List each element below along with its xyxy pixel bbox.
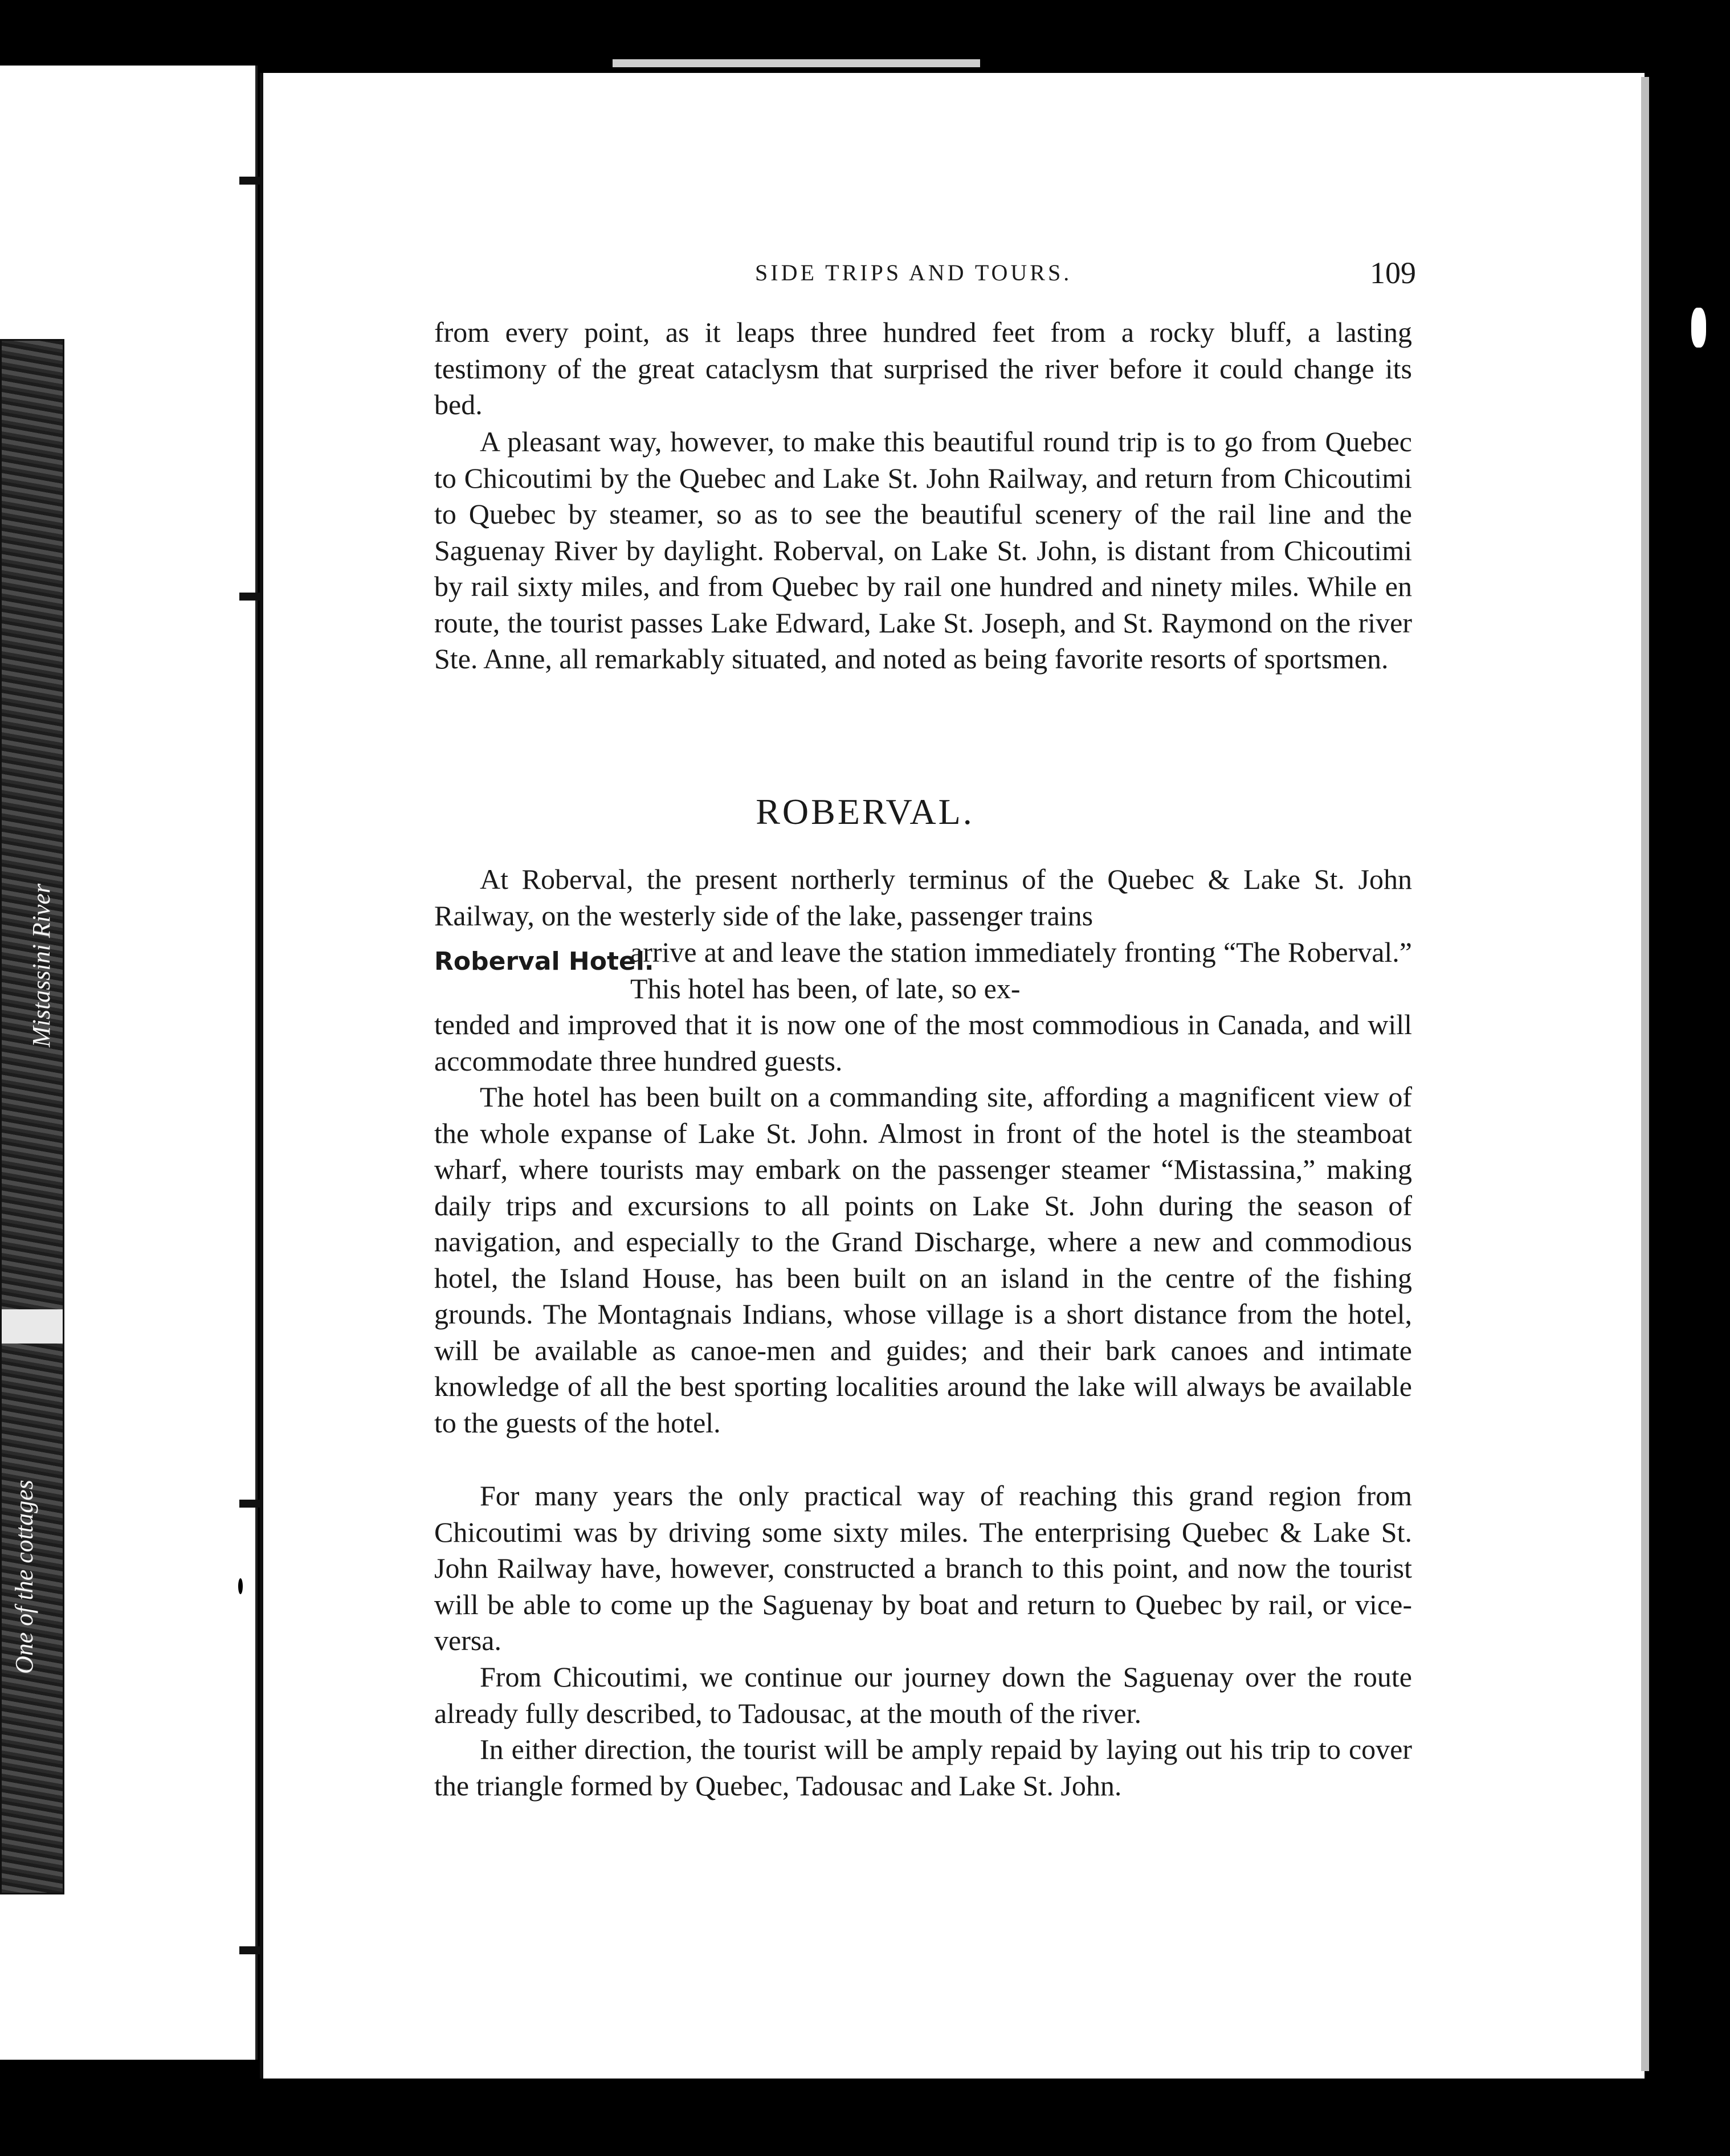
photo-divider xyxy=(2,1309,64,1344)
paragraph-roberval-hotel: arrive at and leave the station immediately fronting “The Roberval.” This hotel has been, of late, so ex- xyxy=(630,936,1412,1004)
paragraph-from-chicoutimi: From Chicoutimi, we continue our journey down the Saguenay over the route already fully described, to Tadousac, at the mouth of the river. xyxy=(434,1661,1412,1729)
photo-caption-cottages: One of the cottages xyxy=(10,1480,38,1674)
page-number: 109 xyxy=(1370,256,1416,290)
photo-caption-river: Mistassini River xyxy=(27,883,55,1047)
scan-artifact xyxy=(238,1578,243,1594)
paragraph-roberval-intro: At Roberval, the present northerly terminus of the Quebec & Lake St. John Railway, on the westerly side of the lake, passenger trains xyxy=(434,863,1412,932)
paragraph-hotel-site: The hotel has been built on a commanding site, affording a magnificent view of the whole expanse of Lake St. John. Almost in front of the hotel is the steamboat wharf, where tourists may embark on the passenger steamer “Mistassina,” making daily trips and excursions to all points on Lake St. John during the season of navigation, and especially to the Grand Discharge, where a new and commodious hotel, the Island House, has been built on an island in the centre of the fishing grounds. The Montagnais Indians, whose village is a short distance from the hotel, will be available as canoe-men and guides; and their bark canoes and intimate knowledge of all the best sporting localities around the lake will always be available to the guests of the hotel. xyxy=(434,1081,1412,1439)
binding-mark xyxy=(239,1946,262,1954)
binding-mark xyxy=(239,177,262,185)
paragraph-continuation: from every point, as it leaps three hundred feet from a rocky bluff, a lasting testimony of the great cataclysm that surprised the river before it could change its bed. xyxy=(434,316,1412,420)
left-facing-page xyxy=(0,66,258,2060)
section-heading: ROBERVAL. xyxy=(756,791,974,832)
photo-plate xyxy=(0,339,64,1894)
paragraph-access: For many years the only practical way of reaching this grand region from Chicoutimi was by driving some sixty miles. The enterprising Quebec & Lake St. John Railway have, however, constructed a branch to this point, and now the tourist will be able to come up the Saguenay by boat and return to Quebec by rail, or vice-versa. xyxy=(434,1480,1412,1656)
binding-mark xyxy=(239,1500,262,1508)
page-edge-strip xyxy=(613,59,980,67)
scan-artifact xyxy=(1691,308,1706,348)
binding-mark xyxy=(239,593,262,601)
page-edge-shadow xyxy=(1641,77,1649,2071)
side-heading: Roberval Hotel. xyxy=(434,947,654,976)
paragraph-either-direction: In either direction, the tourist will be amply repaid by laying out his trip to cover the triangle formed by Quebec, Tadousac and Lake St. John. xyxy=(434,1733,1412,1802)
paragraph-roberval-tail: tended and improved that it is now one of the most commodious in Canada, and will accommodate three hundred guests. xyxy=(434,1008,1412,1077)
paragraph-round-trip: A pleasant way, however, to make this beautiful round trip is to go from Quebec to Chicoutimi by the Quebec and Lake St. John Railway, and return from Chicoutimi to Quebec by steamer, so as to see the beautiful scenery of the rail line and the Saguenay River by daylight. Roberval, on Lake St. John, is distant from Chicoutimi by rail sixty miles, and from Quebec by rail one hundred and ninety miles. While en route, the tourist passes Lake Edward, Lake St. Joseph, and St. Raymond on the river Ste. Anne, all remarkably situated, and noted as being favorite resorts of sportsmen. xyxy=(434,426,1412,675)
running-head: SIDE TRIPS AND TOURS. xyxy=(755,260,1072,285)
